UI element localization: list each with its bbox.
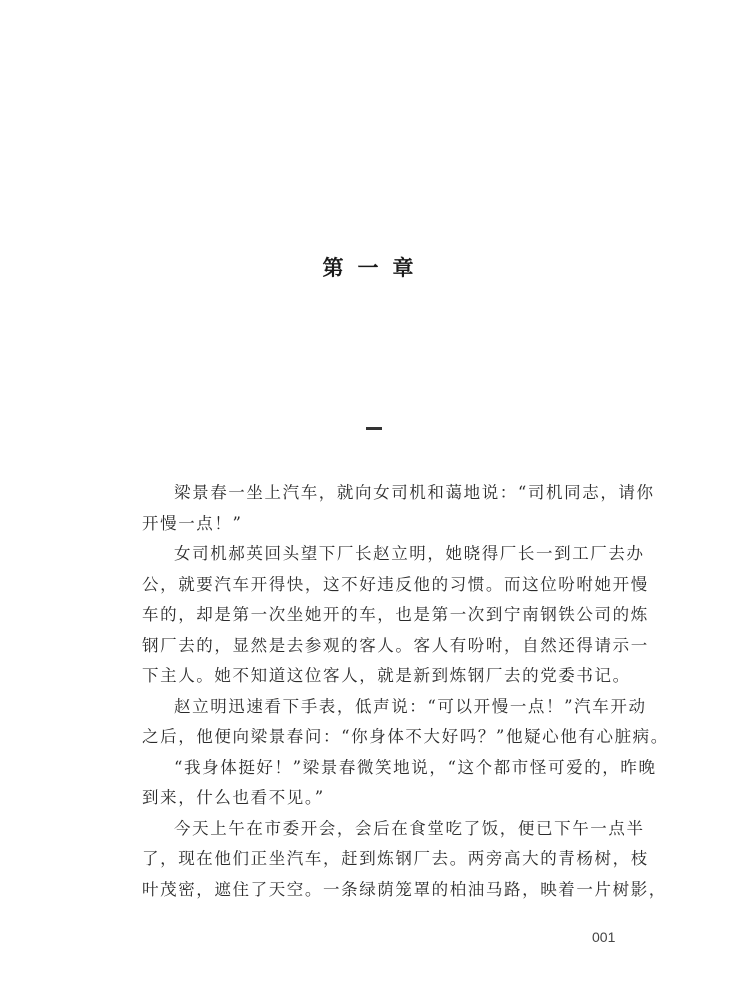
page-number: 001 xyxy=(592,929,616,945)
paragraph-2-line-2: 公，就要汽车开得快，这不好违反他的习惯。而这位吩咐她开慢 xyxy=(142,574,649,594)
paragraph-5-line-3: 叶茂密，遮住了天空。一条绿荫笼罩的柏油马路，映着一片树影， xyxy=(142,879,667,899)
paragraph-4-line-1: “我身体挺好！”梁景春微笑地说，“这个都市怪可爱的，昨晚 xyxy=(174,757,657,777)
paragraph-2-line-1: 女司机郝英回头望下厂长赵立明，她晓得厂长一到工厂去办 xyxy=(174,544,645,563)
paragraph-3-line-1: 赵立明迅速看下手表，低声说：“可以开慢一点！”汽车开动 xyxy=(174,696,647,716)
paragraph-1-line-2: 开慢一点！” xyxy=(142,513,243,533)
paragraph-4-line-2: 到来，什么也看不见。” xyxy=(142,788,325,807)
paragraph-2-line-4: 钢厂去的，显然是去参观的客人。客人有吩咐，自然还得请示一 xyxy=(142,635,649,655)
paragraph-1-line-1: 梁景春一坐上汽车，就向女司机和蔼地说：“司机同志，请你 xyxy=(174,483,655,502)
section-number-dash xyxy=(366,427,382,430)
paragraph-5-line-2: 了，现在他们正坐汽车，赶到炼钢厂去。两旁高大的青杨树，枝 xyxy=(142,849,649,868)
chapter-title: 第一章 xyxy=(322,255,428,280)
paragraph-2-line-5: 下主人。她不知道这位客人，就是新到炼钢厂去的党委书记。 xyxy=(142,666,631,685)
paragraph-3-line-2: 之后，他便向梁景春问：“你身体不大好吗？”他疑心他有心脏病。 xyxy=(142,727,669,746)
body-text xyxy=(142,478,669,905)
paragraph-2-line-3: 车的，却是第一次坐她开的车，也是第一次到宁南钢铁公司的炼 xyxy=(142,605,649,624)
paragraph-5-line-1: 今天上午在市委开会，会后在食堂吃了饭，便已下午一点半 xyxy=(174,818,645,838)
